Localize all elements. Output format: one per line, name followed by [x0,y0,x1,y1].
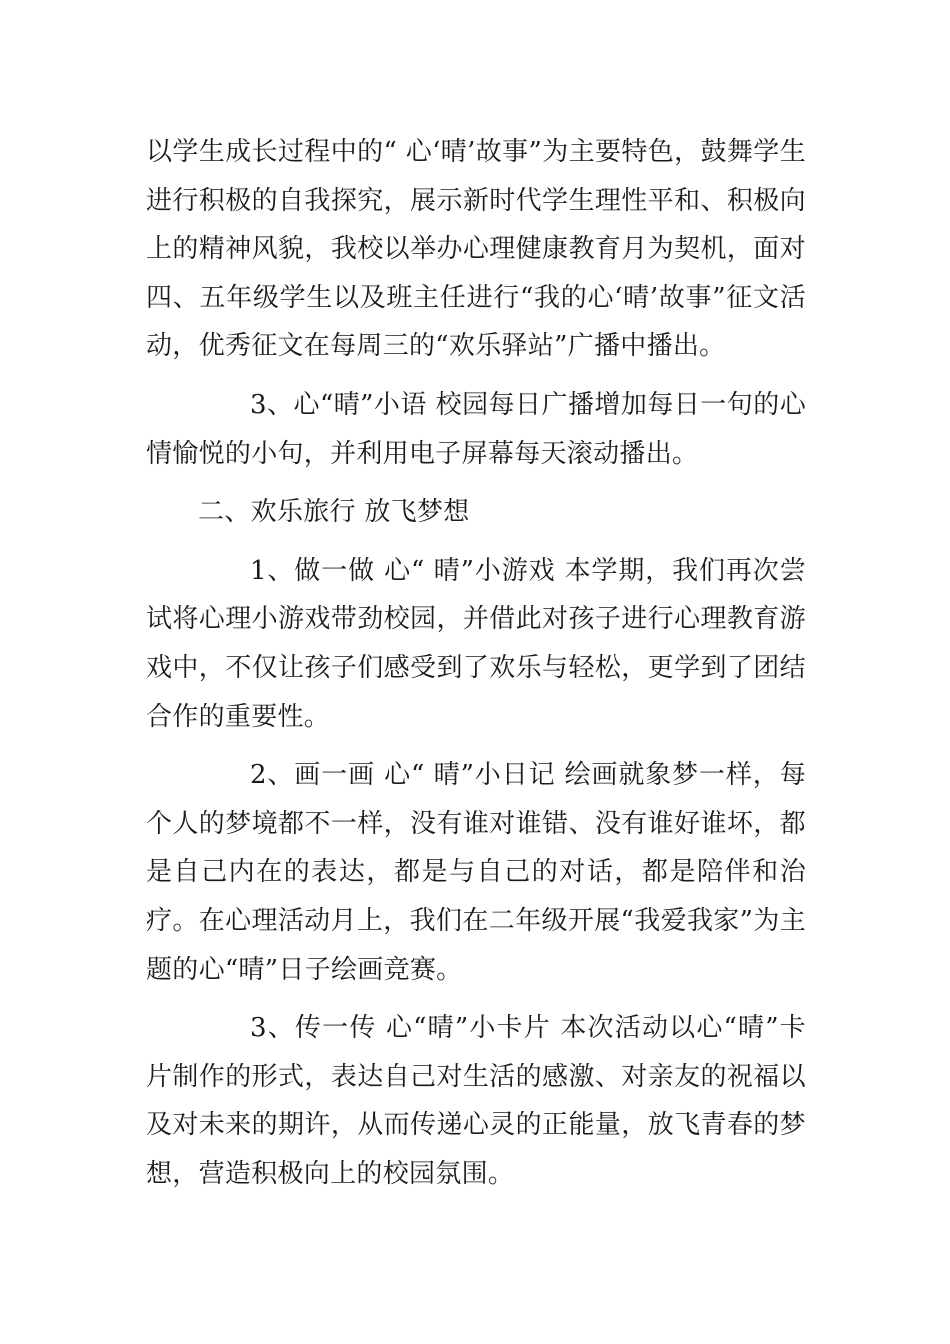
paragraph-item-3-card: 3、传一传 心“晴”小卡片 本次活动以心“晴”卡片制作的形式，表达自己对生活的感激、对亲友的祝福以及对未来的期许，从而传递心灵的正能量，放飞青春的梦想，营造积极向上的校园氛围。 [146,1013,806,1189]
body-text [146,128,806,1198]
paragraph-item-3-xiaoyu: 3、心“晴”小语 校园每日广播增加每日一句的心情愉悦的小句，并利用电子屏幕每天滚动播出。 [146,389,806,469]
section-heading-2: 二、欢乐旅行 放飞梦想 [198,497,470,528]
paragraph-item-1-game: 1、做一做 心“ 晴”小游戏 本学期，我们再次尝试将心理小游戏带劲校园，并借此对孩子进行心理教育游戏中，不仅让孩子们感受到了欢乐与轻松，更学到了团结合作的重要性。 [146,555,806,732]
paragraph-intro: 以学生成长过程中的“ 心‘晴’故事”为主要特色，鼓舞学生进行积极的自我探究，展示新时代学生理性平和、积极向上的精神风貌，我校以举办心理健康教育月为契机，面对四、五年级学生以及班主任进行“我的心‘晴’故事”征文活动，优秀征文在每周三的“欢乐驿站”广播中播出。 [146,137,806,362]
paragraph-item-2-diary: 2、画一画 心“ 晴”小日记 绘画就象梦一样，每个人的梦境都不一样，没有谁对谁错、没有谁好谁坏，都是自己内在的表达，都是与自己的对话，都是陪伴和治疗。在心理活动月上，我们在二年级开展“我爱我家”为主题的心“晴”日子绘画竞赛。 [146,760,806,985]
